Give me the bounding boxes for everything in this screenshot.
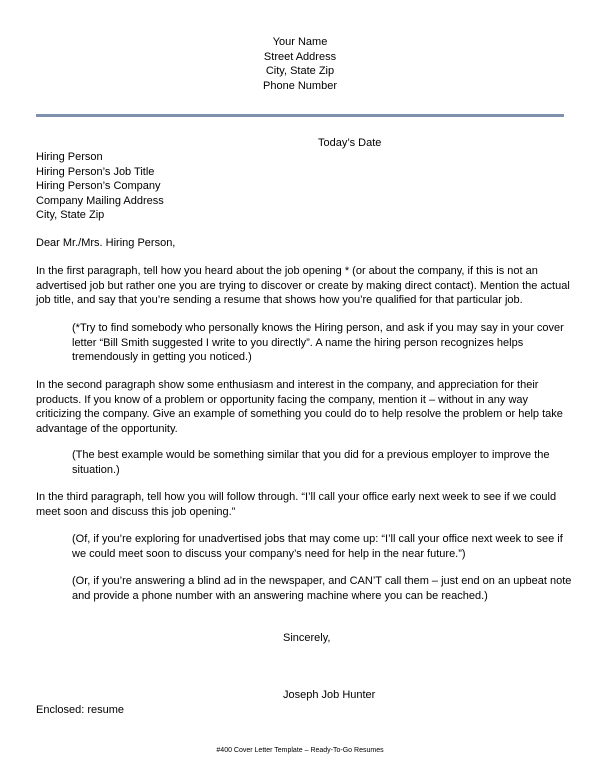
paragraph-line: tremendously in getting you noticed.) — [72, 351, 252, 363]
closing: Sincerely, — [283, 632, 331, 644]
paragraph-line: and provide a phone number with an answering machine where you can be reached.) — [72, 589, 488, 602]
sender-name: Your Name — [272, 36, 328, 48]
signature-name: Joseph Job Hunter — [283, 689, 376, 701]
paragraph-line: (Or, if you’re answering a blind ad in the newspaper, and CAN’T call them – just end on an upbeat note — [72, 575, 572, 587]
recipient-block — [36, 150, 164, 223]
paragraph-2 — [36, 378, 566, 436]
paragraph-2-note — [72, 448, 566, 477]
paragraph-line: (Of, if you’re exploring for unadvertised jobs that may come up: “I’ll call your office next week to see if — [72, 533, 563, 545]
paragraph-line: job title, and say that you’re sending a resume that shows how you’re qualified for that particular job. — [36, 294, 523, 306]
enclosure: Enclosed: resume — [36, 704, 125, 716]
sender-city: City, State Zip — [265, 65, 335, 77]
recipient-line: Hiring Person’s Company — [36, 180, 161, 192]
paragraph-line: letter “Bill Smith suggested I write to you directly”. A name the hiring person recognizes helps — [72, 336, 524, 349]
paragraph-3-note-1 — [72, 532, 566, 561]
sender-phone: Phone Number — [263, 79, 337, 92]
sender-block — [0, 35, 600, 93]
paragraph-3 — [36, 490, 566, 519]
recipient-line: Hiring Person’s Job Title — [36, 165, 155, 178]
paragraph-3-note-2 — [72, 574, 572, 603]
footer-text: #400 Cover Letter Template – Ready-To-Go Resumes — [216, 747, 384, 754]
paragraph-1 — [36, 264, 570, 308]
paragraph-line: criticizing the company. Give an example of something you could do to help resolve the problem or help take — [36, 408, 563, 420]
paragraph-line: (The best example would be something similar that you did for a previous employer to improve the — [72, 449, 550, 461]
paragraph-line: products. If you know of a problem or opportunity facing the company, mention it – without in any way — [36, 393, 529, 406]
paragraph-1-note — [72, 321, 566, 365]
letter-date: Today’s Date — [318, 137, 382, 149]
recipient-line: Hiring Person — [36, 151, 103, 163]
recipient-line: Company Mailing Address — [36, 194, 164, 207]
recipient-line: City, State Zip — [36, 209, 105, 221]
salutation: Dear Mr./Mrs. Hiring Person, — [36, 237, 176, 249]
paragraph-line: In the second paragraph show some enthusiasm and interest in the company, and appreciation for their — [36, 379, 539, 391]
paragraph-line: advertised job but rather one you are trying to discover or create by making direct contact). Mention the actual — [36, 279, 570, 292]
paragraph-line: we could meet soon to discuss your company’s need for help in the near future.”) — [72, 547, 466, 560]
paragraph-line: In the first paragraph, tell how you heard about the job opening * (or about the company, if this is not an — [36, 265, 538, 277]
paragraph-line: situation.) — [72, 463, 120, 476]
sender-street: Street Address — [263, 50, 337, 63]
paragraph-line: (*Try to find somebody who personally knows the Hiring person, and ask if you may say in your cover — [72, 322, 564, 334]
paragraph-line: advantage of the opportunity. — [36, 422, 178, 435]
header-divider — [36, 114, 564, 117]
paragraph-line: meet soon and discuss this job opening.” — [36, 505, 236, 518]
paragraph-line: In the third paragraph, tell how you will follow through. “I’ll call your office early next week to see if we could — [36, 491, 557, 503]
